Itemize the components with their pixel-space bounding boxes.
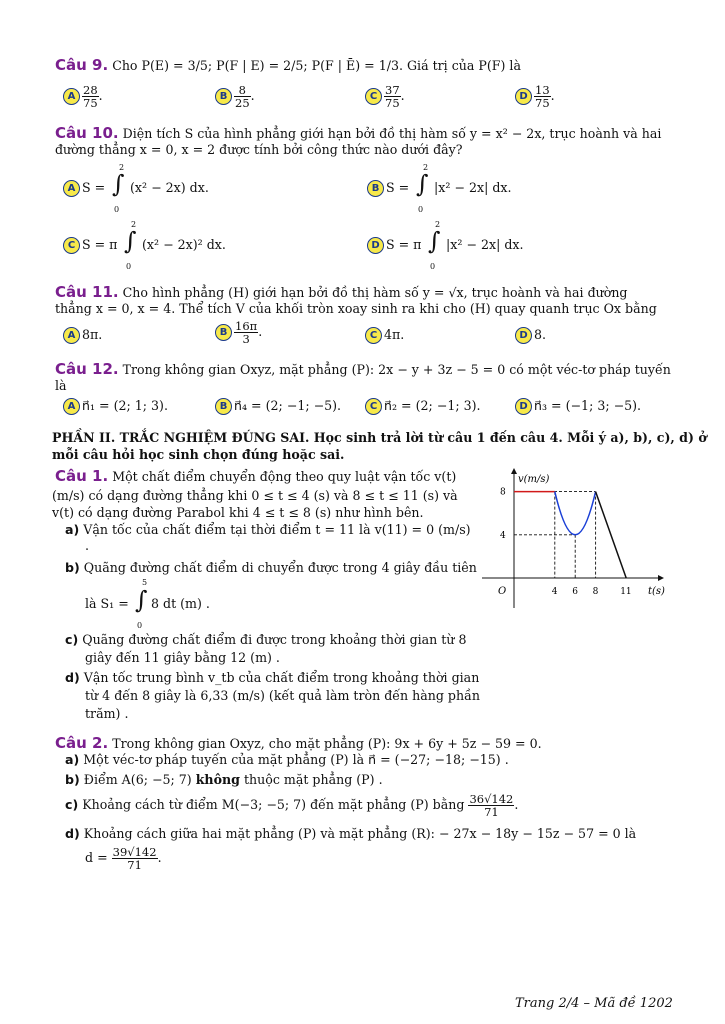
fraction-denominator: 71 bbox=[484, 805, 499, 819]
item-text-pre: Điểm A(6; −5; 7) bbox=[83, 772, 192, 787]
fraction-numerator: 8 bbox=[234, 84, 251, 97]
option-letter: C bbox=[365, 88, 382, 105]
option-d[interactable] bbox=[367, 237, 421, 254]
option-letter: D bbox=[515, 398, 532, 415]
question-text-post: . Giá trị của P(F) là bbox=[398, 58, 521, 73]
fraction-numerator: 28 bbox=[83, 83, 98, 97]
item-text: Quãng đường chất điểm đi được trong khoảng thời gian từ 8 bbox=[82, 632, 467, 647]
option-d[interactable] bbox=[515, 327, 546, 344]
fraction-denominator: 71 bbox=[127, 858, 142, 872]
option-b[interactable] bbox=[367, 180, 409, 197]
item-a[interactable] bbox=[65, 752, 509, 767]
integral-sign: ∫ bbox=[416, 170, 429, 198]
item-c[interactable]: c) Khoảng cách từ điểm M(−3; −5; 7) đến mặt phẳng (P) bằng $\frac{36√142}{71}$ . bbox=[65, 792, 519, 819]
fraction-denominator: 3 bbox=[242, 332, 250, 346]
item-label: d) bbox=[65, 670, 80, 685]
option-pre: S = bbox=[386, 180, 410, 195]
question-text-line2: đường thẳng x = 0, x = 2 được tính bởi công thức nào dưới đây? bbox=[55, 142, 463, 157]
option-letter: A bbox=[63, 327, 80, 344]
question-text-pre: Cho bbox=[112, 58, 138, 73]
option-letter: B bbox=[215, 88, 232, 105]
option-a[interactable] bbox=[63, 180, 105, 197]
option-pre: S = bbox=[82, 180, 106, 195]
fraction-numerator: 16π bbox=[235, 319, 258, 333]
fraction-numerator: 37 bbox=[385, 83, 400, 97]
integral-lower: 0 bbox=[114, 205, 120, 214]
question-text-line2: là bbox=[55, 378, 67, 393]
fraction-denominator: 25 bbox=[235, 96, 250, 110]
question-text: Trong không gian Oxyz, mặt phẳng (P): 2x − y + 3z − 5 = 0 có một véc-tơ pháp tuyến bbox=[122, 362, 671, 377]
option-letter: D bbox=[515, 88, 532, 105]
item-text: Vận tốc trung bình v_tb của chất điểm trong khoảng thời gian bbox=[83, 670, 480, 685]
option-text: 4π. bbox=[384, 327, 405, 342]
option-pre: S = π bbox=[82, 237, 118, 252]
item-text-body: 8 dt (m) . bbox=[151, 596, 210, 611]
x-tick-label: 8 bbox=[592, 587, 599, 597]
item-d[interactable] bbox=[65, 670, 479, 685]
question-10 bbox=[55, 124, 661, 142]
item-text-prefix: là S₁ = bbox=[85, 596, 129, 611]
fraction-denominator: 75 bbox=[83, 96, 98, 110]
item-label: a) bbox=[65, 522, 80, 537]
item-text: Một véc-tơ pháp tuyến của mặt phẳng (P) là n⃗ = (−27; −18; −15) . bbox=[83, 752, 509, 767]
integral-upper: 2 bbox=[131, 220, 137, 229]
x-tick-label: 11 bbox=[620, 587, 632, 597]
question-label: Câu 12. bbox=[55, 360, 119, 378]
option-body: |x² − 2x| dx. bbox=[446, 237, 524, 252]
option-d[interactable]: D $\frac{13}{75}$ . bbox=[515, 84, 555, 109]
fraction-denominator: 75 bbox=[535, 96, 550, 110]
question-label: Câu 1. bbox=[55, 467, 109, 485]
integral-lower: 0 bbox=[126, 262, 132, 271]
option-b[interactable]: B $\frac{8}{25}$ . bbox=[215, 84, 255, 109]
fraction-denominator: 75 bbox=[385, 96, 400, 110]
graph-line-segment bbox=[596, 492, 627, 578]
item-label: c) bbox=[65, 797, 79, 812]
graph-parabola-segment bbox=[555, 492, 596, 535]
item-label: c) bbox=[65, 632, 79, 647]
option-body: |x² − 2x| dx. bbox=[434, 180, 512, 195]
x-tick-label: 6 bbox=[572, 587, 578, 597]
origin-label: O bbox=[498, 586, 507, 597]
x-tick-label: 4 bbox=[551, 587, 558, 597]
fraction-numerator: 36√142 bbox=[469, 792, 514, 806]
integral-lower: 0 bbox=[418, 205, 424, 214]
option-pre: S = π bbox=[386, 237, 422, 252]
integral-upper: 2 bbox=[435, 220, 441, 229]
option-letter: B bbox=[367, 180, 384, 197]
question-label: Câu 10. bbox=[55, 124, 119, 142]
question-12 bbox=[55, 360, 671, 378]
option-text: n⃗₃ = (−1; 3; −5). bbox=[534, 398, 642, 413]
y-tick-label: 4 bbox=[500, 530, 506, 541]
question-text-math: P(E) = 3/5; P(F | E) = 2/5; P(F | Ē) = 1/3 bbox=[141, 58, 399, 73]
section-header: PHẦN II. TRẮC NGHIỆM ĐÚNG SAI. Học sinh trả lời từ câu 1 đến câu 4. Mỗi ý a), b), c), d) ở bbox=[52, 430, 707, 445]
question-label: Câu 9. bbox=[55, 56, 109, 74]
option-b[interactable]: B $\frac{16\pi}{3}$ . bbox=[215, 320, 262, 345]
option-letter: C bbox=[365, 327, 382, 344]
option-letter: A bbox=[63, 398, 80, 415]
integral-sign: ∫ bbox=[135, 586, 148, 614]
item-b[interactable] bbox=[65, 560, 477, 575]
question-label: Câu 2. bbox=[55, 734, 109, 752]
item-a[interactable] bbox=[65, 522, 471, 537]
option-letter: B bbox=[215, 398, 232, 415]
x-axis-arrow bbox=[658, 575, 664, 581]
item-text: Khoảng cách giữa hai mặt phẳng (P) và mặt phẳng (R): − 27x − 18y − 15z − 57 = 0 là bbox=[83, 826, 637, 841]
option-letter: D bbox=[367, 237, 384, 254]
option-text: 8. bbox=[534, 327, 547, 342]
item-text: Vận tốc của chất điểm tại thời điểm t = 11 là v(11) = 0 (m/s) bbox=[83, 522, 471, 537]
option-c[interactable] bbox=[365, 398, 481, 415]
section-header-line2: mỗi câu hỏi học sinh chọn đúng hoặc sai. bbox=[52, 447, 345, 462]
option-c[interactable] bbox=[63, 237, 117, 254]
option-a[interactable]: A $\frac{28}{75}$ . bbox=[63, 84, 103, 109]
question-text-line2: (m/s) có dạng đường thẳng khi 0 ≤ t ≤ 4 (s) và 8 ≤ t ≤ 11 (s) và bbox=[52, 488, 458, 503]
question-text-line3: v(t) có dạng đường Parabol khi 4 ≤ t ≤ 8 (s) như hình bên. bbox=[52, 505, 424, 520]
option-letter: A bbox=[63, 88, 80, 105]
integral-lower: 0 bbox=[430, 262, 436, 271]
item-label: d) bbox=[65, 826, 80, 841]
option-d[interactable] bbox=[515, 398, 641, 415]
option-body: (x² − 2x)² dx. bbox=[142, 237, 226, 252]
question-11 bbox=[55, 283, 628, 301]
item-text: Khoảng cách từ điểm M(−3; −5; 7) đến mặt phẳng (P) bằng bbox=[82, 797, 465, 812]
integral-sign: ∫ bbox=[112, 170, 125, 198]
tf-question-1 bbox=[55, 467, 456, 485]
option-text: n⃗₁ = (2; 1; 3). bbox=[82, 398, 168, 413]
fraction-numerator: 13 bbox=[535, 83, 550, 97]
option-letter: C bbox=[365, 398, 382, 415]
tf-question-2 bbox=[55, 734, 542, 752]
item-label: b) bbox=[65, 772, 80, 787]
option-a[interactable] bbox=[63, 327, 102, 344]
question-9 bbox=[55, 56, 521, 74]
velocity-time-chart bbox=[478, 462, 670, 610]
item-text-bold: không bbox=[195, 772, 240, 787]
y-axis-label: v(m/s) bbox=[518, 474, 550, 485]
item-label: b) bbox=[65, 560, 80, 575]
question-text-line2: thẳng x = 0, x = 4. Thể tích V của khối tròn xoay sinh ra khi cho (H) quay quanh trục Ox bằng bbox=[55, 301, 657, 316]
page-footer: Trang 2/4 – Mã đề 1202 bbox=[515, 996, 673, 1011]
item-text-prefix: d = bbox=[85, 850, 108, 865]
option-c[interactable] bbox=[365, 327, 404, 344]
integral-lower: 0 bbox=[137, 621, 143, 630]
option-letter: B bbox=[215, 324, 232, 341]
question-text: Diện tích S của hình phẳng giới hạn bởi đồ thị hàm số y = x² − 2x, trục hoành và hai bbox=[122, 126, 662, 141]
question-text: Trong không gian Oxyz, cho mặt phẳng (P): 9x + 6y + 5z − 59 = 0. bbox=[112, 736, 542, 751]
item-b[interactable] bbox=[65, 772, 383, 787]
option-text: n⃗₄ = (2; −1; −5). bbox=[234, 398, 342, 413]
option-a[interactable] bbox=[63, 398, 168, 415]
item-text-line2: . bbox=[85, 538, 90, 553]
integral-sign: ∫ bbox=[124, 227, 137, 255]
option-text: n⃗₂ = (2; −1; 3). bbox=[384, 398, 481, 413]
question-text: Một chất điểm chuyển động theo quy luật vận tốc v(t) bbox=[112, 469, 457, 484]
item-d[interactable] bbox=[65, 826, 636, 841]
integral-upper: 2 bbox=[119, 163, 125, 172]
integral-sign: ∫ bbox=[428, 227, 441, 255]
item-text-line3: trăm) . bbox=[85, 706, 129, 721]
y-axis-arrow bbox=[511, 468, 517, 474]
integral-upper: 2 bbox=[423, 163, 429, 172]
option-letter: D bbox=[515, 327, 532, 344]
fraction-numerator: 39√142 bbox=[112, 845, 157, 859]
option-b[interactable] bbox=[215, 398, 341, 415]
x-axis-label: t(s) bbox=[648, 586, 665, 597]
integral-upper: 5 bbox=[142, 578, 148, 587]
item-text-line2: từ 4 đến 8 giây là 6,33 (m/s) (kết quả làm tròn đến hàng phần bbox=[85, 688, 480, 703]
y-tick-label: 8 bbox=[500, 487, 506, 498]
item-text: Quãng đường chất điểm di chuyển được trong 4 giây đầu tiên bbox=[83, 560, 477, 575]
item-d-line2: d = $\frac{39√142}{71}$ . bbox=[85, 845, 162, 872]
item-text-line2: giây đến 11 giây bằng 12 (m) . bbox=[85, 650, 280, 665]
question-label: Câu 11. bbox=[55, 283, 119, 301]
item-label: a) bbox=[65, 752, 80, 767]
option-text: 8π. bbox=[82, 327, 103, 342]
option-body: (x² − 2x) dx. bbox=[130, 180, 209, 195]
option-letter: C bbox=[63, 237, 80, 254]
question-text: Cho hình phẳng (H) giới hạn bởi đồ thị hàm số y = √x, trục hoành và hai đường bbox=[122, 285, 628, 300]
option-c[interactable]: C $\frac{37}{75}$ . bbox=[365, 84, 405, 109]
option-letter: A bbox=[63, 180, 80, 197]
item-c[interactable] bbox=[65, 632, 466, 647]
item-text-post: thuộc mặt phẳng (P) . bbox=[243, 772, 383, 787]
